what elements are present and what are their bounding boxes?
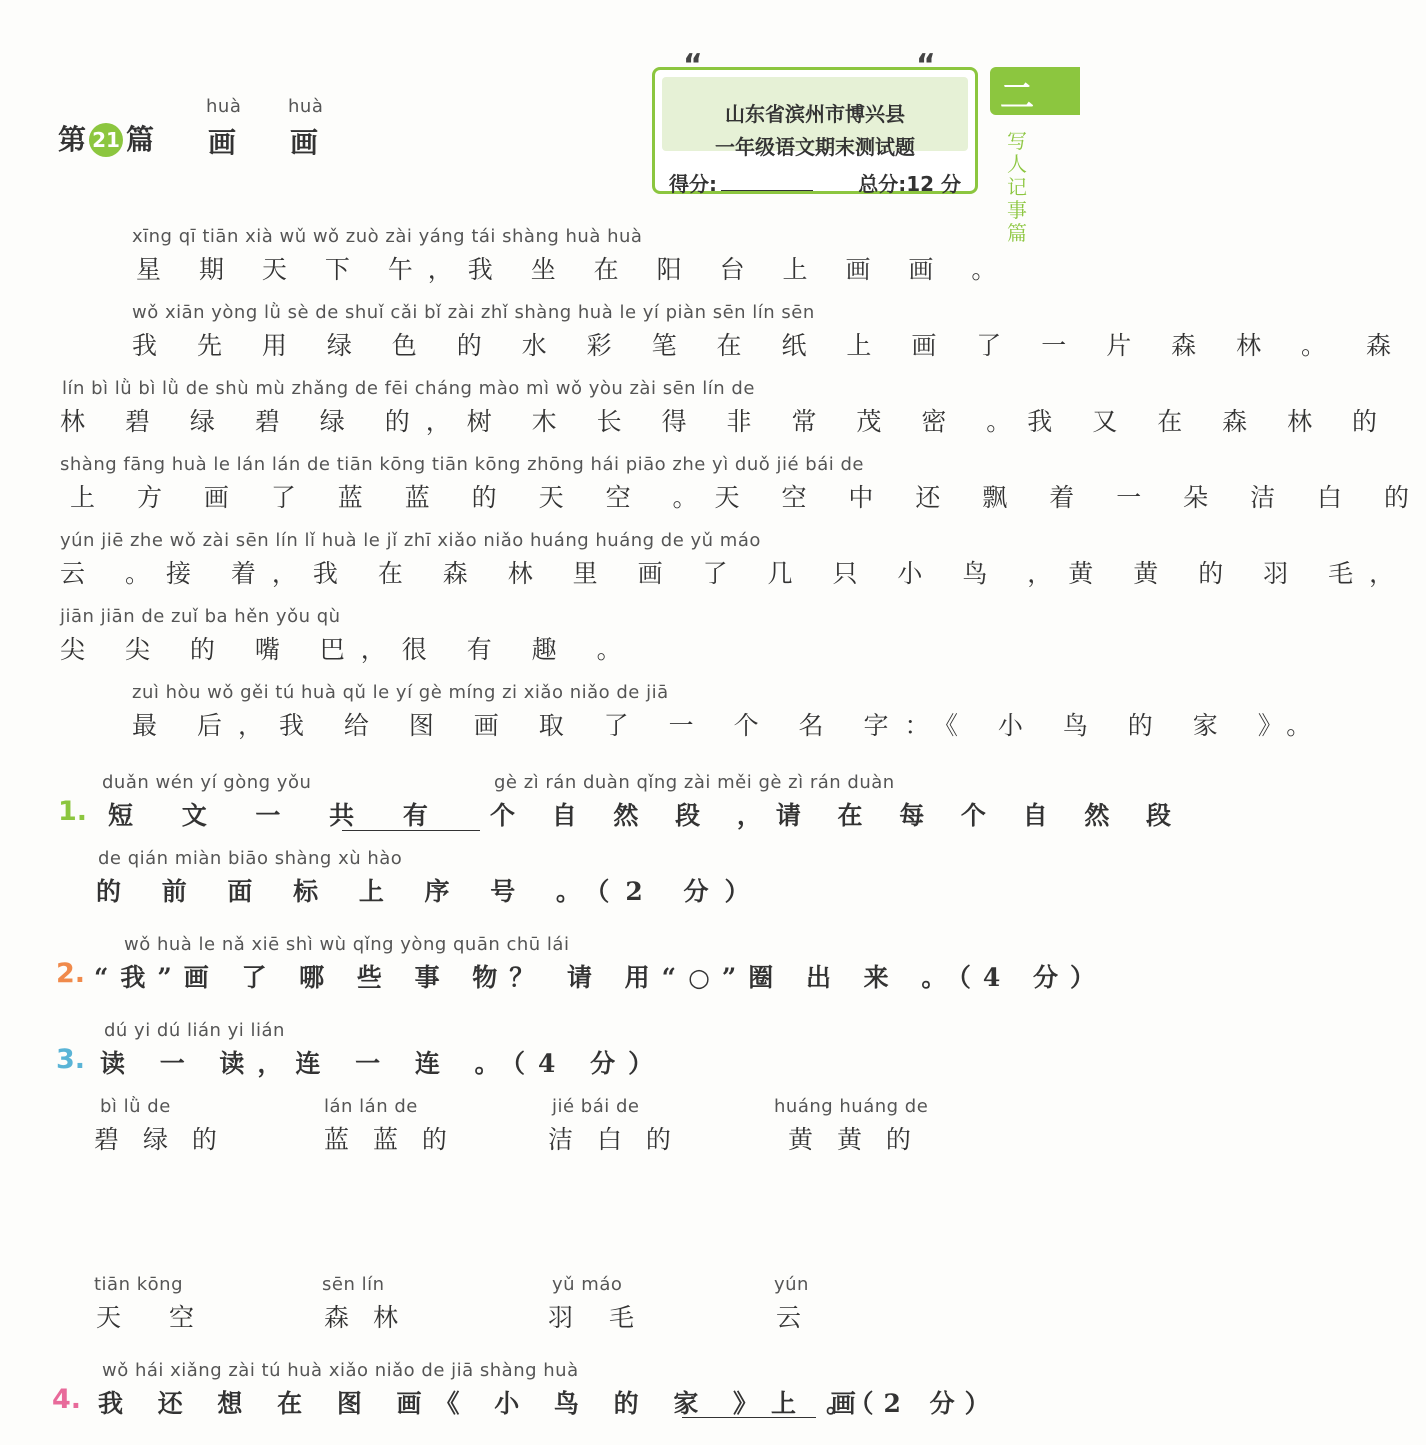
- exam-source-line: 山东省滨州市博兴县: [725, 102, 905, 126]
- passage-line-2: 我 先 用 绿 色 的 水 彩 笔 在 纸 上 画 了 一 片 森 林 。 森: [132, 331, 1407, 360]
- title-prefix: 第: [58, 123, 87, 156]
- score-blank[interactable]: [721, 190, 813, 191]
- q4-text: 我 还 想 在 图 画《 小 鸟 的 家 》上 画: [98, 1389, 869, 1418]
- question-2-number: 2.: [56, 958, 86, 989]
- passage-pinyin-5: yún jiē zhe wǒ zài sēn lín lǐ huà le jǐ zhī xiǎo niǎo huáng huáng de yǔ máo: [60, 530, 761, 551]
- passage-pinyin-2: wǒ xiān yòng lǜ sè de shuǐ cǎi bǐ zài zhǐ shàng huà le yí piàn sēn lín sēn: [132, 302, 815, 323]
- quote-mark-right-icon: “: [916, 48, 936, 83]
- q3-text: 读 一 读，连 一 连 。（4 分）: [100, 1049, 667, 1078]
- passage-pinyin-6: jiān jiān de zuǐ ba hěn yǒu qù: [60, 606, 341, 627]
- total-score: 总分:12 分: [858, 172, 961, 196]
- score-box: [652, 67, 978, 194]
- match-top-1-text: 碧 绿 的: [94, 1125, 225, 1154]
- exam-title-line: 一年级语文期末测试题: [715, 135, 915, 159]
- question-3-number: 3.: [56, 1044, 86, 1075]
- passage-line-5: 云 。接 着，我 在 森 林 里 画 了 几 只 小 鸟 ，黄 黄 的 羽 毛，: [60, 559, 1411, 588]
- passage-pinyin-7: zuì hòu wǒ gěi tú huà qǔ le yí gè míng zi xiǎo niǎo de jiā: [132, 682, 669, 703]
- q1-paragraph-count-blank[interactable]: [342, 829, 480, 831]
- passage-line-3: 林 碧 绿 碧 绿 的，树 木 长 得 非 常 茂 密 。我 又 在 森 林 的: [60, 407, 1394, 436]
- q2-text: “我”画 了 哪 些 事 物？ 请 用“○”圈 出 来 。（4 分）: [94, 963, 1107, 992]
- lesson-number-badge: 21: [89, 123, 123, 157]
- match-bottom-4-pinyin: yún: [774, 1274, 809, 1295]
- match-bottom-4-text: 云: [776, 1303, 812, 1332]
- quote-mark-left-icon: “: [683, 48, 703, 83]
- match-top-1-pinyin: bì lǜ de: [100, 1096, 171, 1117]
- match-bottom-3-text: 羽 毛: [548, 1303, 648, 1332]
- title-char-2: 画: [290, 126, 328, 159]
- title-pinyin-2: huà: [288, 96, 324, 117]
- title-pinyin-1: huà: [206, 96, 242, 117]
- q1-text-b: 个 自 然 段 ，请 在 每 个 自 然 段: [490, 801, 1186, 830]
- match-top-3-text: 洁 白 的: [548, 1125, 679, 1154]
- section-tab: [990, 67, 1080, 115]
- section-number: 二: [1000, 77, 1034, 117]
- q1-pinyin-a: duǎn wén yí gòng yǒu: [102, 772, 312, 793]
- q1-text-2: 的 前 面 标 上 序 号 。（2 分）: [96, 877, 766, 906]
- match-top-4-pinyin: huáng huáng de: [774, 1096, 929, 1117]
- match-top-3-pinyin: jié bái de: [552, 1096, 640, 1117]
- lesson-title: [58, 118, 154, 158]
- title-suffix: 篇: [126, 123, 155, 156]
- passage-pinyin-1: xīng qī tiān xià wǔ wǒ zuò zài yáng tái shàng huà huà: [132, 226, 643, 247]
- match-bottom-3-pinyin: yǔ máo: [552, 1274, 623, 1295]
- passage-line-4: 上 方 画 了 蓝 蓝 的 天 空 。天 空 中 还 飘 着 一 朵 洁 白 的: [70, 483, 1426, 512]
- q1-pinyin-2: de qián miàn biāo shàng xù hào: [98, 848, 403, 869]
- title-char-1: 画: [208, 126, 246, 159]
- q4-pinyin: wǒ hái xiǎng zài tú huà xiǎo niǎo de jiā shàng huà: [102, 1360, 579, 1381]
- q1-pinyin-b: gè zì rán duàn qǐng zài měi gè zì rán duàn: [494, 772, 895, 793]
- q4-answer-blank[interactable]: [682, 1416, 816, 1418]
- passage-line-6: 尖 尖 的 嘴 巴，很 有 趣 。: [60, 635, 638, 664]
- match-bottom-1-text: 天 空: [96, 1303, 214, 1332]
- q4-score: 。（2 分）: [826, 1389, 1000, 1418]
- passage-line-7: 最 后，我 给 图 画 取 了 一 个 名 字：《 小 鸟 的 家 》。: [132, 711, 1328, 740]
- q3-pinyin: dú yi dú lián yi lián: [104, 1020, 285, 1041]
- match-top-2-pinyin: lán lán de: [324, 1096, 418, 1117]
- match-top-2-text: 蓝 蓝 的: [324, 1125, 455, 1154]
- score-field[interactable]: [669, 168, 813, 197]
- section-label: 写人记事篇: [1007, 129, 1027, 245]
- question-4-number: 4.: [52, 1384, 82, 1415]
- match-bottom-2-pinyin: sēn lín: [322, 1274, 385, 1295]
- match-bottom-1-pinyin: tiān kōng: [94, 1274, 183, 1295]
- q1-text-a: 短 文 一 共 有: [108, 801, 448, 830]
- match-top-4-text: 黄 黄 的: [788, 1125, 919, 1154]
- q2-pinyin: wǒ huà le nǎ xiē shì wù qǐng yòng quān chū lái: [124, 934, 570, 955]
- passage-line-1: 星 期 天 下 午，我 坐 在 阳 台 上 画 画 。: [136, 255, 1012, 284]
- passage-pinyin-4: shàng fāng huà le lán lán de tiān kōng tiān kōng zhōng hái piāo zhe yì duǒ jié bái de: [60, 454, 864, 475]
- match-bottom-2-text: 森 林: [324, 1303, 406, 1332]
- score-label: 得分:: [669, 172, 717, 196]
- passage-pinyin-3: lín bì lǜ bì lǜ de shù mù zhǎng de fēi cháng mào mì wǒ yòu zài sēn lín de: [62, 378, 755, 399]
- question-1-number: 1.: [58, 796, 88, 827]
